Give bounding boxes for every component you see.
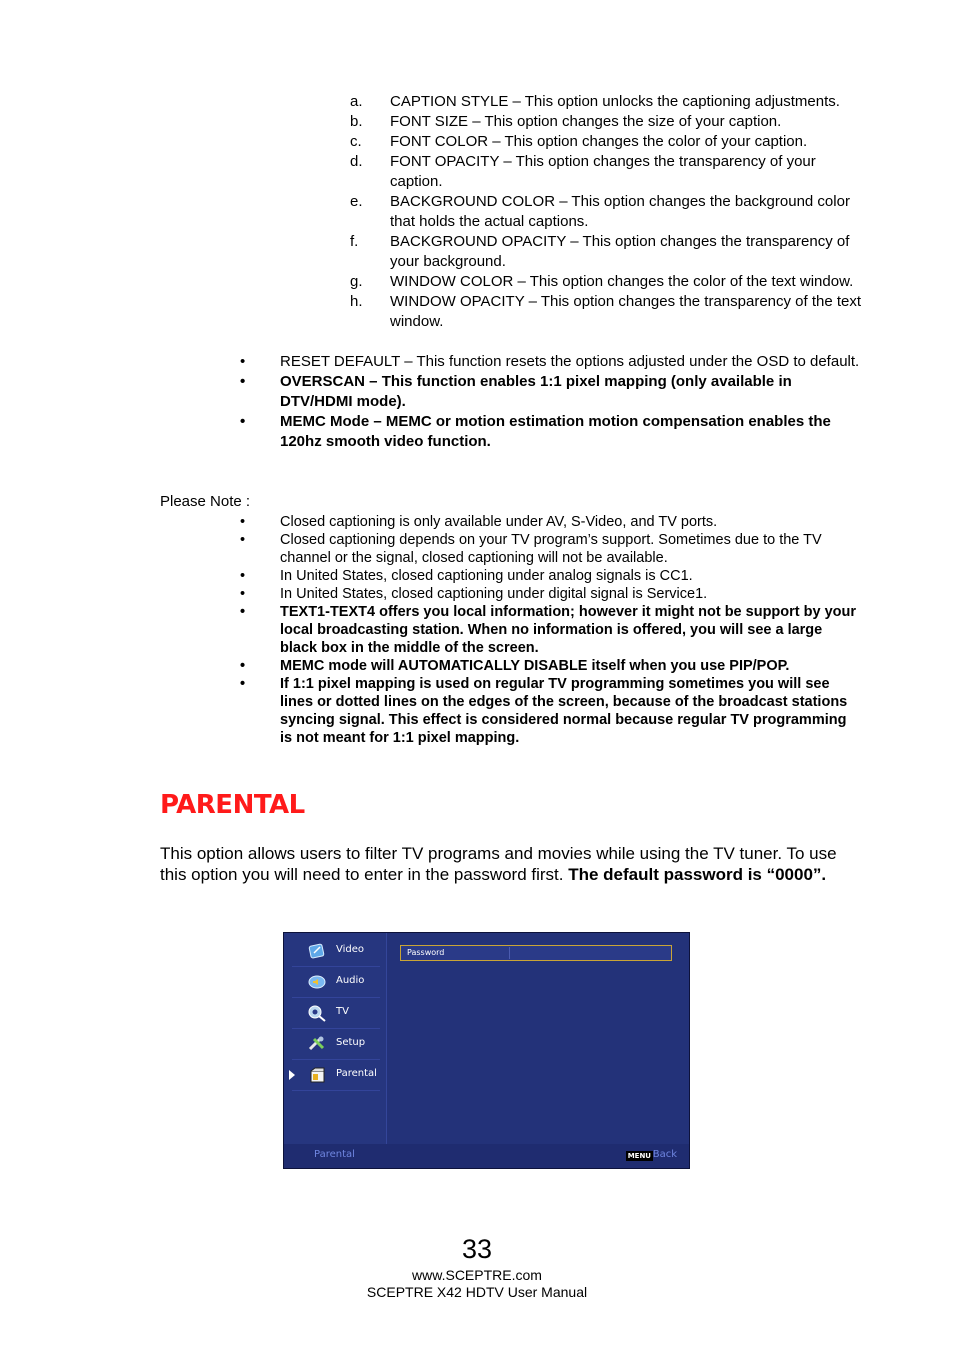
bullet-icon: •	[240, 373, 246, 390]
manual-title: SCEPTRE X42 HDTV User Manual	[366, 1284, 588, 1300]
list-item: • OVERSCAN – This function enables 1:1 pixel mapping (only available in DTV/HDMI mode).	[240, 373, 792, 410]
notes-list	[240, 513, 860, 747]
list-item: • In United States, closed captioning under analog signals is CC1.	[240, 568, 693, 584]
bullet-icon: •	[240, 514, 246, 530]
intro-paragraph: This option allows users to filter TV programs and movies while using the TV tuner. To use this option you will need to enter in the password first. The default password is “0000”.	[160, 844, 837, 884]
section-title: PARENTAL	[160, 790, 305, 820]
osd-footer	[284, 1144, 689, 1168]
list-item: • MEMC mode will AUTOMATICALLY DISABLE itself when you use PIP/POP.	[240, 658, 790, 674]
list-item-text: WINDOW COLOR – This option changes the color of the text window.	[390, 273, 854, 290]
page-number: 33	[461, 1234, 493, 1264]
bullet-icon: •	[240, 413, 246, 430]
audio-icon	[308, 973, 326, 991]
list-item: • MEMC Mode – MEMC or motion estimation motion compensation enables the 120hz smooth video function.	[240, 413, 831, 450]
setup-icon	[308, 1035, 326, 1053]
list-item: e. BACKGROUND COLOR – This option changes the background color that holds the actual captions.	[350, 193, 850, 230]
osd-menu-item-video[interactable]: Video	[292, 936, 380, 967]
menu-key-badge: MENU	[627, 1152, 651, 1160]
list-item-text: FONT COLOR – This option changes the color of your caption.	[390, 133, 808, 150]
page-footer	[0, 1267, 954, 1301]
list-item: • RESET DEFAULT – This function resets the options adjusted under the OSD to default.	[240, 353, 860, 370]
list-item: f. BACKGROUND OPACITY – This option changes the transparency of your background.	[350, 233, 850, 270]
list-item: g. WINDOW COLOR – This option changes the color of the text window.	[350, 273, 854, 290]
osd-menu-item-audio[interactable]: Audio	[292, 967, 380, 998]
list-item: a. CAPTION STYLE – This option unlocks the captioning adjustments.	[350, 93, 840, 110]
bullet-icon: •	[240, 532, 246, 548]
password-field[interactable]	[400, 945, 672, 961]
list-item-text: WINDOW OPACITY – This option changes the transparency of the text window.	[390, 293, 862, 330]
osd-menu-item-tv[interactable]: TV	[292, 998, 380, 1029]
list-item: • If 1:1 pixel mapping is used on regular TV programming sometimes you will see lines or dotted lines on the edges of the screen, because of the broadcast stations syncing signal. This effect is considered normal because regular TV programming is not meant for 1:1 pixel mapping.	[240, 676, 848, 746]
osd-screenshot	[283, 932, 690, 1169]
bullet-icon: •	[240, 658, 246, 674]
list-item: h. WINDOW OPACITY – This option changes the transparency of the text window.	[350, 293, 862, 330]
osd-menu-item-parental[interactable]: Parental	[292, 1060, 380, 1091]
list-item: • TEXT1-TEXT4 offers you local information; however it might not be support by your local broadcasting station. When no information is offered, you will see a large black box in the middle of the screen.	[240, 604, 857, 656]
bullet-icon: •	[240, 353, 246, 370]
bullet-icon: •	[240, 568, 246, 584]
osd-menu-item-setup[interactable]: Setup	[292, 1029, 380, 1060]
video-icon	[308, 942, 326, 960]
password-value[interactable]	[509, 947, 668, 959]
list-item-text: FONT SIZE – This option changes the size of your caption.	[390, 113, 782, 130]
list-item: d. FONT OPACITY – This option changes the transparency of your caption.	[350, 153, 816, 190]
password-label: Password	[407, 948, 445, 957]
list-item: • Closed captioning depends on your TV program’s support. Sometimes due to the TV channel or the signal, closed captioning will not be available.	[240, 532, 822, 566]
list-item: c. FONT COLOR – This option changes the color of your caption.	[350, 133, 808, 150]
bullet-icon: •	[240, 586, 246, 602]
tv-icon	[308, 1004, 326, 1022]
footer-section-label: Parental	[314, 1149, 355, 1160]
list-item-text: FONT OPACITY – This option changes the transparency of your caption.	[390, 153, 816, 190]
website-link[interactable]: www.SCEPTRE.com	[412, 1267, 542, 1283]
caption-options-list	[350, 92, 870, 332]
selected-arrow-icon	[289, 1070, 295, 1080]
list-item-text: BACKGROUND COLOR – This option changes the background color that holds the actual captions.	[390, 193, 850, 230]
bullet-icon: •	[240, 604, 246, 620]
list-item-text: BACKGROUND OPACITY – This option changes the transparency of your background.	[390, 233, 850, 270]
osd-sidebar	[284, 933, 387, 1145]
list-item: • In United States, closed captioning under digital signal is Service1.	[240, 586, 708, 602]
bullet-icon: •	[240, 676, 246, 692]
back-hint[interactable]: Back	[652, 1149, 677, 1160]
list-item: b. FONT SIZE – This option changes the size of your caption.	[350, 113, 782, 130]
list-item-text: CAPTION STYLE – This option unlocks the captioning adjustments.	[390, 93, 840, 110]
note-label: Please Note :	[160, 493, 251, 510]
parental-icon	[308, 1066, 326, 1084]
options-bullet-list	[240, 352, 860, 452]
list-item: • Closed captioning is only available under AV, S-Video, and TV ports.	[240, 514, 718, 530]
